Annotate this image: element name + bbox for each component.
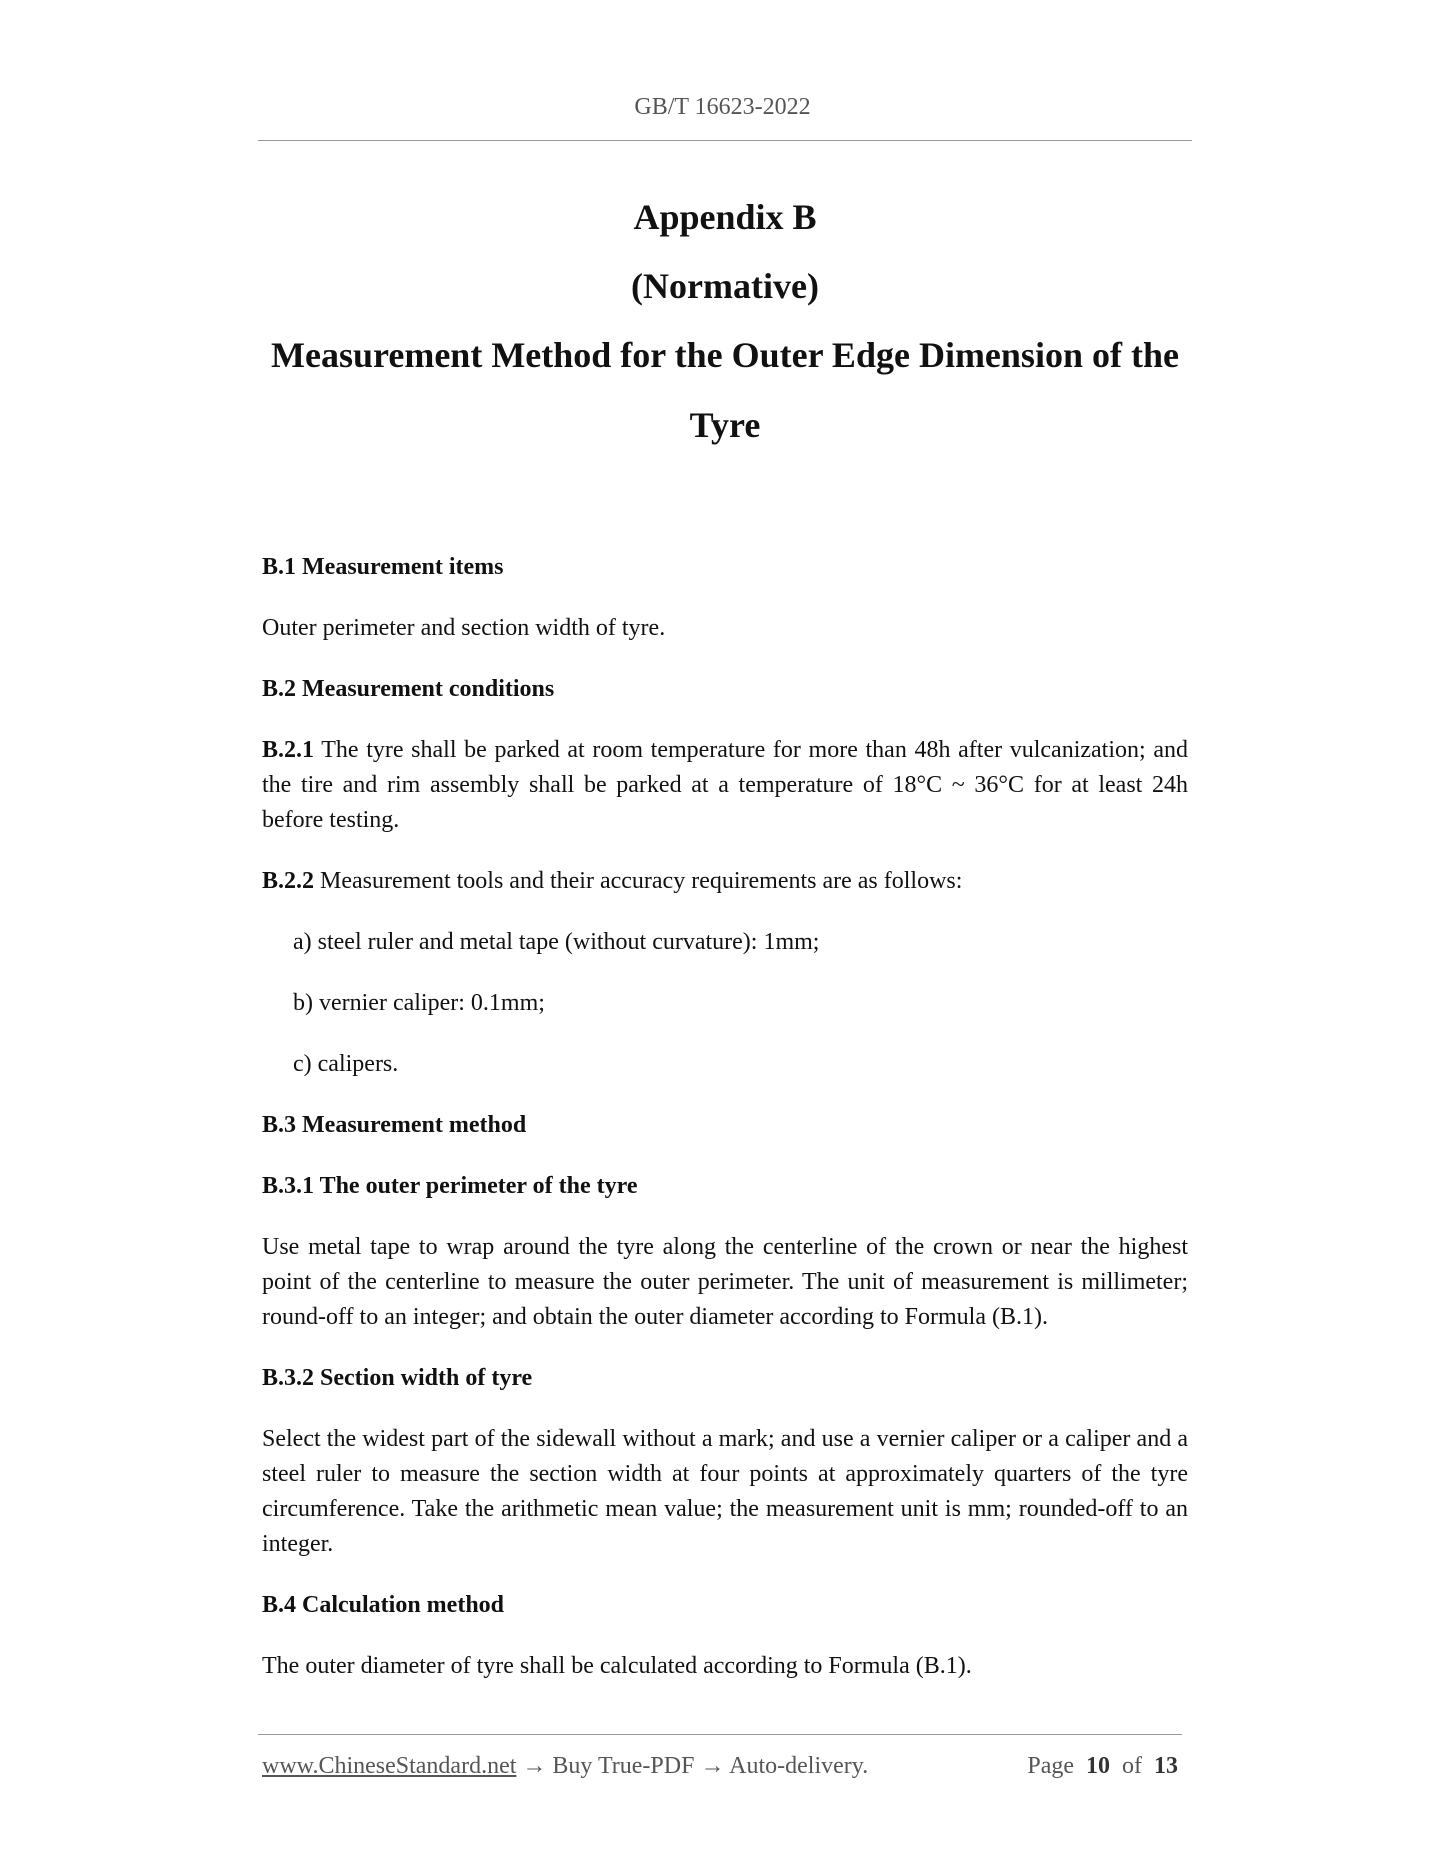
page-label: Page	[1027, 1753, 1074, 1779]
appendix-title: Appendix B	[633, 197, 817, 237]
section-b4-heading: B.4 Calculation method	[262, 1592, 505, 1618]
document-body	[262, 550, 1188, 1710]
section-b22-number: B.2.2	[262, 868, 315, 894]
list-item: a) steel ruler and metal tape (without curvature): 1mm;	[293, 929, 820, 955]
section-b31-text: Use metal tape to wrap around the tyre along the centerline of the crown or near the highest point of the centerline to measure the outer perimeter. The unit of measurement is millimeter; round-off to an integer; and obtain the outer diameter according to Formula (B.1).	[262, 1234, 1188, 1330]
section-b1-text: Outer perimeter and section width of tyre.	[262, 615, 666, 641]
footer-promo	[262, 1753, 868, 1780]
arrow-right-icon: →	[522, 1753, 547, 1779]
list-item: b) vernier caliper: 0.1mm;	[293, 990, 545, 1016]
buy-pdf-text: Buy True-PDF	[552, 1753, 695, 1779]
page-counter	[1027, 1753, 1178, 1780]
page-header: GB/T 16623-2022	[634, 94, 811, 120]
appendix-type: (Normative)	[631, 266, 819, 306]
page-total: 13	[1154, 1753, 1178, 1779]
section-b22-paragraph	[262, 864, 1188, 899]
section-b32-heading: B.3.2 Section width of tyre	[262, 1365, 533, 1391]
list-item: c) calipers.	[293, 1051, 399, 1077]
section-b22-text: Measurement tools and their accuracy requirements are as follows:	[320, 868, 963, 894]
section-b21-paragraph	[262, 733, 1188, 838]
auto-delivery-text: Auto-delivery.	[729, 1753, 869, 1779]
website-link[interactable]: www.ChineseStandard.net	[262, 1753, 517, 1779]
of-label: of	[1122, 1753, 1142, 1779]
section-b3-heading: B.3 Measurement method	[262, 1112, 527, 1138]
section-b21-number: B.2.1	[262, 737, 315, 763]
header-divider	[258, 140, 1192, 141]
footer-divider	[258, 1734, 1182, 1735]
appendix-subtitle-line2: Tyre	[689, 405, 761, 445]
section-b32-text: Select the widest part of the sidewall without a mark; and use a vernier caliper or a caliper and a steel ruler to measure the section width at four points at approximately quarters of the tyre circumference. Take the arithmetic mean value; the measurement unit is mm; rounded-off to an integer.	[262, 1426, 1188, 1557]
arrow-right-icon: →	[700, 1753, 725, 1779]
section-b4-text: The outer diameter of tyre shall be calculated according to Formula (B.1).	[262, 1653, 972, 1679]
section-b31-heading: B.3.1 The outer perimeter of the tyre	[262, 1173, 638, 1199]
page-current: 10	[1086, 1753, 1110, 1779]
section-b1-heading: B.1 Measurement items	[262, 554, 504, 580]
section-b2-heading: B.2 Measurement conditions	[262, 676, 555, 702]
appendix-subtitle-line1: Measurement Method for the Outer Edge Dimension of the	[271, 335, 1179, 375]
section-b21-text: The tyre shall be parked at room temperature for more than 48h after vulcanization; and the tire and rim assembly shall be parked at a temperature of 18°C ~ 36°C for at least 24h before testing.	[262, 737, 1188, 833]
